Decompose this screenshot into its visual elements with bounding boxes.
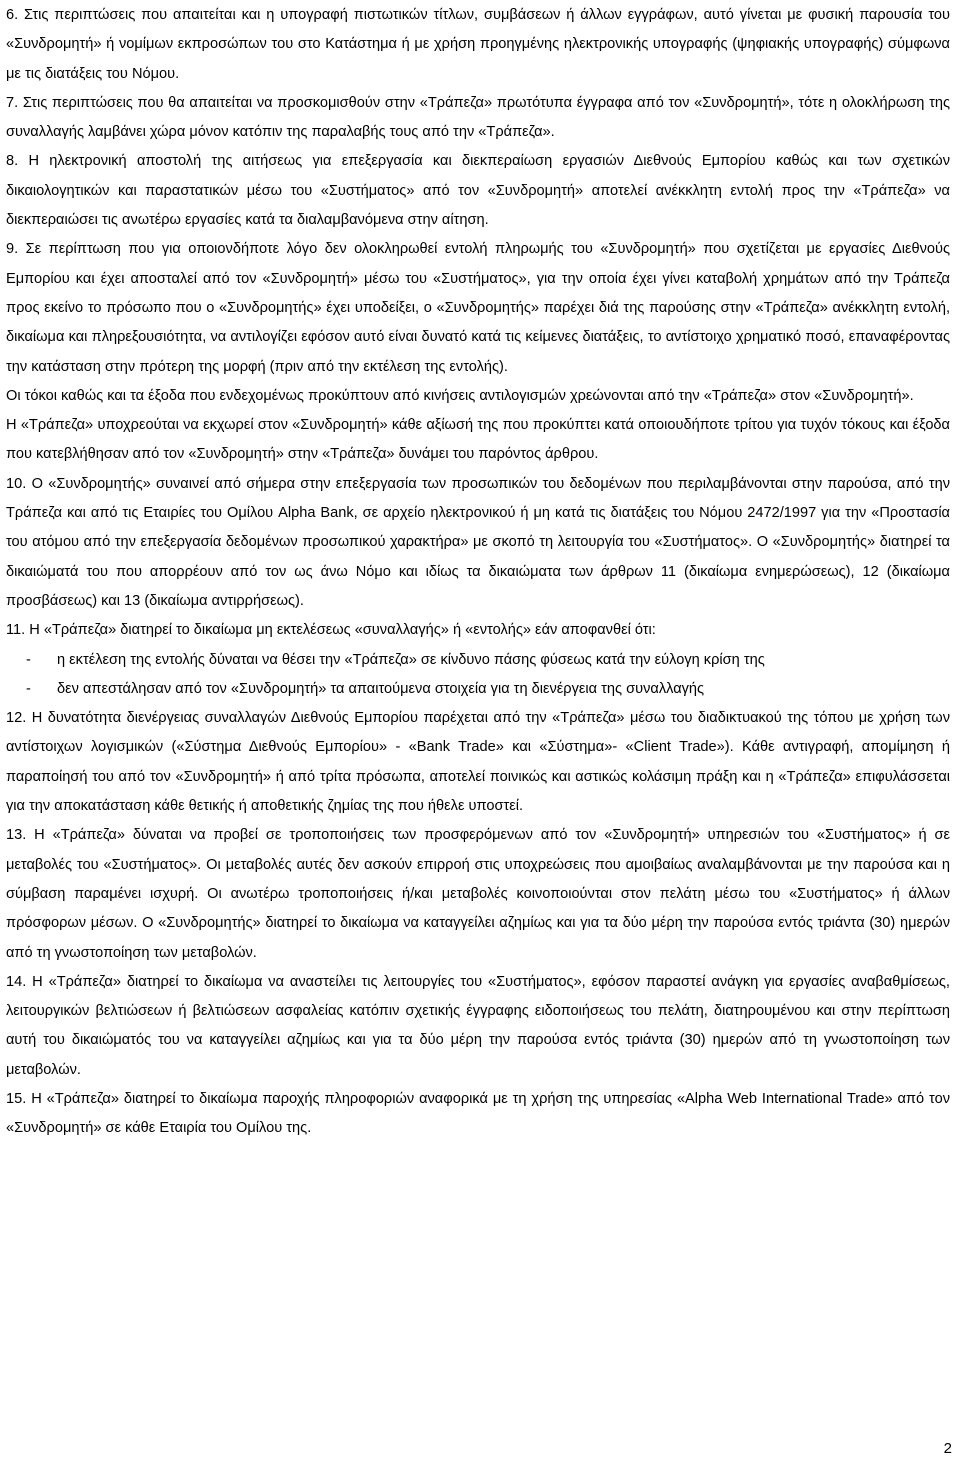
bullet-dash: - <box>26 651 31 668</box>
bullet-dash: - <box>26 680 31 697</box>
paragraph-7: 7. Στις περιπτώσεις που θα απαιτείται να προσκομισθούν στην «Τράπεζα» πρωτότυπα έγγραφα από τον «Συνδρομητή», τότε η ολοκλήρωση της συναλλαγής λαμβάνει χώρα μόνον κατόπιν της παραλαβής τους από την «Τράπεζα». <box>6 94 950 141</box>
paragraph-9: 9. Σε περίπτωση που για οποιονδήποτε λόγο δεν ολοκληρωθεί εντολή πληρωμής του «Συνδρομητή» που σχετίζεται με εργασίες Διεθνούς Εμπορίου και έχει αποσταλεί από τον «Συνδρομητή» μέσω του «Συστήματος», για την οποία έχει γίνει καταβολή χρημάτων από την Τράπεζα προς εκείνο το πρόσωπο που ο «Συνδρομητής» έχει υποδείξει, ο «Συνδρομητής» παρέχει διά της παρούσης στην «Τράπεζα» ανέκκλητη εντολή, δικαίωμα και πληρεξουσιότητα, να αντιλογίζει εφόσον αυτό είναι δυνατό κατά τις κείμενες διατάξεις, το αντίστοιχο χρηματικό ποσό, επαναφέροντας την κατάσταση στην πρότερη της μορφή (πριν από την εκτέλεση της εντολής). <box>6 241 950 375</box>
paragraph-10: 10. Ο «Συνδρομητής» συναινεί από σήμερα στην επεξεργασία των προσωπικών του δεδομένων που περιλαμβάνονται στην παρούσα, από την Τράπεζα και από τις Εταιρίες του Ομίλου Alpha Bank, σε αρχείο ηλεκτρονικού ή μη κατά τις διατάξεις του Νόμου 2472/1997 για την «Προστασία του ατόμου από την επεξεργασία δεδομένων προσωπικού χαρακτήρα» με σκοπό τη λειτουργία του «Συστήματος». Ο «Συνδρομητής» διατηρεί τα δικαιώματά του που απορρέουν από τον ως άνω Νόμο και ιδίως τα δικαιώματα των άρθρων 11 (δικαίωμα ενημερώσεως), 12 (δικαίωμα προσβάσεως) και 13 (δικαίωμα αντιρρήσεως). <box>6 475 950 609</box>
bullet-item <box>6 675 950 704</box>
bullet-text: δεν απεστάλησαν από τον «Συνδρομητή» τα απαιτούμενα στοιχεία για τη διενέργεια της συναλλαγής <box>57 680 705 697</box>
paragraph-14: 14. Η «Τράπεζα» διατηρεί το δικαίωμα να αναστείλει τις λειτουργίες του «Συστήματος», εφόσον παραστεί ανάγκη για εργασίες αναβαθμίσεως, λειτουργικών βελτιώσεων ή βελτιώσεων ασφαλείας κατόπιν σχετικής έγγραφης ειδοποιήσεως του πελάτη, διατηρουμένου και στην περίπτωση αυτή του δικαιώματός του να καταγγείλει αζημίως και για τα δύο μέρη την παρούσα εντός τριάντα (30) ημερών από τη γνωστοποίηση των μεταβολών. <box>6 973 950 1078</box>
paragraph-9-interest: Οι τόκοι καθώς και τα έξοδα που ενδεχομένως προκύπτουν από κινήσεις αντιλογισμών χρεώνονται από την «Τράπεζα» στον «Συνδρομητή». <box>6 387 914 404</box>
bullet-item <box>6 646 950 675</box>
paragraph-11: 11. Η «Τράπεζα» διατηρεί το δικαίωμα μη εκτελέσεως «συναλλαγής» ή «εντολής» εάν αποφανθεί ότι: <box>6 622 656 639</box>
document-page <box>6 0 950 1144</box>
paragraph-6: 6. Στις περιπτώσεις που απαιτείται και η υπογραφή πιστωτικών τίτλων, συμβάσεων ή άλλων εγγράφων, αυτό γίνεται με φυσική παρουσία του «Συνδρομητή» ή νομίμων εκπροσώπων του στο Κατάστημα ή με χρήση προηγμένης ηλεκτρονικής υπογραφής (ψηφιακής υπογραφής) σύμφωνα με τις διατάξεις του Νόμου. <box>6 7 950 82</box>
paragraph-12: 12. Η δυνατότητα διενέργειας συναλλαγών Διεθνούς Εμπορίου παρέχεται από την «Τράπεζα» μέσω του διαδικτυακού της τόπου με χρήση των αντίστοιχων λογισμικών («Σύστημα Διεθνούς Εμπορίου» - «Bank Trade» και «Σύστημα»- «Client Trade»). Κάθε αντιγραφή, απομίμηση ή παραποίησή του από τον «Συνδρομητή» ή από τρίτα πρόσωπα, αποτελεί ποινικώς και αστικώς κολάσιμη πράξη και η «Τράπεζα» επιφυλάσσεται για την αποκατάσταση κάθε θετικής ή αποθετικής ζημίας της που ήθελε υποστεί. <box>6 710 950 815</box>
paragraph-15: 15. Η «Τράπεζα» διατηρεί το δικαίωμα παροχής πληροφοριών αναφορικά με τη χρήση της υπηρεσίας «Alpha Web International Trade» από τον «Συνδρομητή» σε κάθε Εταιρία του Ομίλου της. <box>6 1090 950 1137</box>
paragraph-8: 8. Η ηλεκτρονική αποστολή της αιτήσεως για επεξεργασία και διεκπεραίωση εργασιών Διεθνούς Εμπορίου καθώς και των σχετικών δικαιολογητικών και παραστατικών μέσω του «Συστήματος» από τον «Συνδρομητή» αποτελεί ανέκκλητη εντολή προς την «Τράπεζα» να διεκπεραιώσει τις ανωτέρω εργασίες κατά τα διαλαμβανόμενα στην αίτηση. <box>6 153 950 229</box>
paragraph-9-assignment: Η «Τράπεζα» υποχρεούται να εκχωρεί στον «Συνδρομητή» κάθε αξίωσή της που προκύπτει κατά οποιουδήποτε τρίτου για τυχόν τόκους και έξοδα που κατεβλήθησαν από τον «Συνδρομητή» στην «Τράπεζα» δυνάμει του παρόντος άρθρου. <box>6 417 950 463</box>
page-number: 2 <box>943 1440 952 1457</box>
paragraph-13: 13. Η «Τράπεζα» δύναται να προβεί σε τροποποιήσεις των προσφερόμενων από τον «Συνδρομητή» υπηρεσιών του «Συστήματος» ή σε μεταβολές του «Συστήματος». Οι μεταβολές αυτές δεν ασκούν επιρροή στις υποχρεώσεις που αμοιβαίως αναλαμβάνονται με την παρούσα και η σύμβαση παραμένει ισχυρή. Οι ανωτέρω τροποποιήσεις ή/και μεταβολές κοινοποιούνται στον πελάτη μέσω του «Συστήματος» ή άλλων πρόσφορων μέσων. Ο «Συνδρομητής» διατηρεί το δικαίωμα να καταγγείλει αζημίως και για τα δύο μέρη την παρούσα εντός τριάντα (30) ημερών από τη γνωστοποίηση των μεταβολών. <box>6 827 950 961</box>
bullet-text: η εκτέλεση της εντολής δύναται να θέσει την «Τράπεζα» σε κίνδυνο πάσης φύσεως κατά την εύλογη κρίση της <box>57 651 765 668</box>
